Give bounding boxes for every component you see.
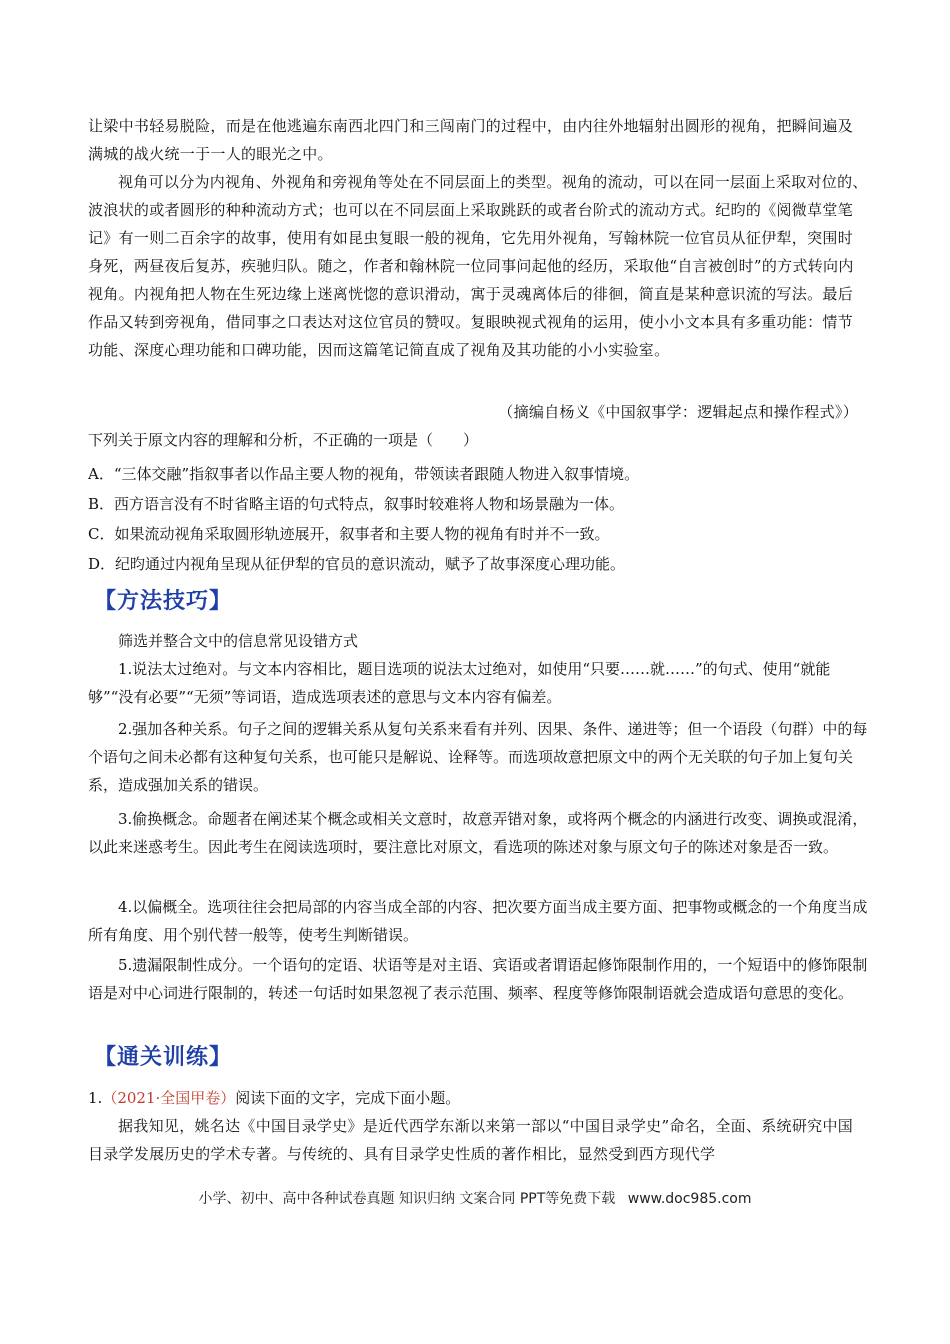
method-item-4: 4.以偏概全。选项往往会把局部的内容当成全部的内容、把次要方面当成主要方面、把事物或概念的一个角度当成所有角度、用个别代替一般等，使考生判断错误。 xyxy=(88,898,868,944)
method-item-5: 5.遗漏限制性成分。一个语句的定语、状语等是对主语、宾语或者谓语起修饰限制作用的，一个短语中的修饰限制语是对中心词进行限制的，转述一句话时如果忽视了表示范围、频率、程度等修饰限制语就会造成语句意思的变化。 xyxy=(88,956,868,1002)
section-heading-training: 【通关训练】 xyxy=(94,1045,233,1070)
option-b: B．西方语言没有不时省略主语的句式特点，叙事时较难将人物和场景融为一体。 xyxy=(88,495,625,513)
training-passage: 据我知见，姚名达《中国目录学史》是近代西学东渐以来第一部以“中国目录学史”命名，全面、系统研究中国目录学发展历史的学术专著。与传统的、具有目录学史性质的著作相比，显然受到西方现代学 xyxy=(88,1117,854,1163)
passage-source: （摘编自杨义《中国叙事学：逻辑起点和操作程式》） xyxy=(498,403,858,421)
section-heading-methods: 【方法技巧】 xyxy=(94,589,233,614)
option-a: A．“三体交融”指叙事者以作品主要人物的视角，带领读者跟随人物进入叙事情境。 xyxy=(88,465,640,483)
passage-paragraph-1: 让梁中书轻易脱险，而是在他逃遍东南西北四门和三闯南门的过程中，由内往外地辐射出圆形的视角，把瞬间遍及满城的战火统一于一人的眼光之中。 xyxy=(88,117,854,163)
option-c: C．如果流动视角采取圆形轨迹展开，叙事者和主要人物的视角有时并不一致。 xyxy=(88,525,610,543)
method-item-3: 3.偷换概念。命题者在阐述某个概念或相关文意时，故意弄错对象，或将两个概念的内涵进行改变、调换或混淆，以此来迷惑考生。因此考生在阅读选项时，要注意比对原文，看选项的陈述对象与原文句子的陈述对象是否一致。 xyxy=(88,810,868,856)
question-instruction: 阅读下面的文字，完成下面小题。 xyxy=(235,1089,461,1107)
training-question xyxy=(88,1084,868,1112)
footer-text: 小学、初中、高中各种试卷真题 知识归纳 文案合同 PPT等免费下载 xyxy=(198,1191,616,1207)
question-stem: 下列关于原文内容的理解和分析，不正确的一项是（ ） xyxy=(88,431,479,449)
exam-source-tag: （2021·全国甲卷） xyxy=(102,1089,236,1107)
methods-intro: 筛选并整合文中的信息常见设错方式 xyxy=(118,632,359,650)
method-item-2: 2.强加各种关系。句子之间的逻辑关系从复句关系来看有并列、因果、条件、递进等；但一个语段（句群）中的每个语句之间未必都有这种复句关系，也可能只是解说、诠释等。而选项故意把原文中的两个无关联的句子加上复句关系，造成强加关系的错误。 xyxy=(88,720,868,794)
question-number: 1. xyxy=(88,1089,103,1107)
footer-url[interactable]: www.doc985.com xyxy=(627,1191,752,1207)
method-item-1: 1.说法太过绝对。与文本内容相比，题目选项的说法太过绝对，如使用“只要……就……”的句式、使用“就能够”“没有必要”“无须”等词语，造成选项表述的意思与文本内容有偏差。 xyxy=(88,660,831,706)
page-footer xyxy=(0,1188,950,1208)
option-d: D．纪昀通过内视角呈现从征伊犁的官员的意识流动，赋予了故事深度心理功能。 xyxy=(88,555,626,573)
passage-paragraph-2: 视角可以分为内视角、外视角和旁视角等处在不同层面上的类型。视角的流动，可以在同一层面上采取对位的、波浪状的或者圆形的种种流动方式；也可以在不同层面上采取跳跃的或者台阶式的流动方式。纪昀的《阅微草堂笔记》有一则二百余字的故事，使用有如昆虫复眼一般的视角，它先用外视角，写翰林院一位官员从征伊犁，突围时身死，两昼夜后复苏，疾驰归队。随之，作者和翰林院一位同事问起他的经历，采取他“自言被创时”的方式转向内视角。内视角把人物在生死边缘上迷离恍惚的意识滑动，寓于灵魂离体后的徘徊，简直是某种意识流的写法。最后作品又转到旁视角，借同事之口表达对这位官员的赞叹。复眼映视式视角的运用，使小小文本具有多重功能：情节功能、深度心理功能和口碑功能，因而这篇笔记简直成了视角及其功能的小小实验室。 xyxy=(88,173,868,359)
